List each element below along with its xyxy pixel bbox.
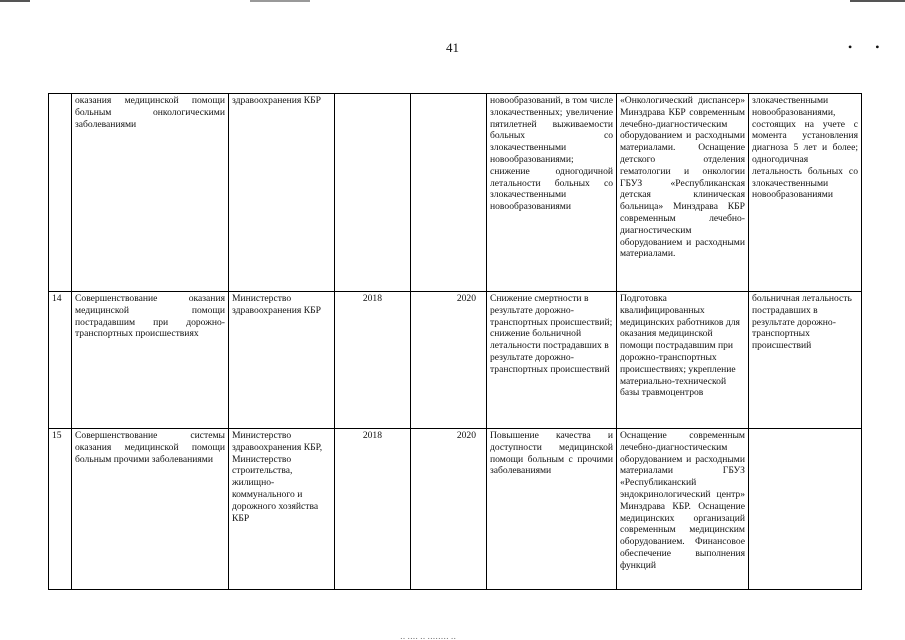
top-edge-line <box>0 0 905 2</box>
activities: Подготовка квалифицированных медицинских работников для оказания медицинской помощи пострадавшим при дорожно-транспортных происшествиях; укрепление материально-технической базы травмоцентров <box>617 292 749 429</box>
measure-name: Совершенствование системы оказания медицинской помощи больным прочими заболеваниями <box>72 429 229 590</box>
start-year: 2018 <box>335 429 411 590</box>
end-year: 2020 <box>411 292 487 429</box>
executor: Министерство здравоохранения КБР, Министерство строительства, жилищно-коммунального и дорожного хозяйства КБР <box>229 429 335 590</box>
executor: Министерство здравоохранения КБР <box>229 292 335 429</box>
row-number <box>49 94 72 292</box>
start-year: 2018 <box>335 292 411 429</box>
table-row <box>49 292 862 429</box>
row-number: 15 <box>49 429 72 590</box>
expected-results: Повышение качества и доступности медицинской помощи больным с прочими заболеваниями <box>487 429 617 590</box>
executor: здравоохранения КБР <box>229 94 335 292</box>
row-number: 14 <box>49 292 72 429</box>
table-row <box>49 429 862 590</box>
expected-results: Снижение смертности в результате дорожно-транспортных происшествий; снижение больничной летальности пострадавших в результате дорожно-транспортных происшествий <box>487 292 617 429</box>
measure-name: оказания медицинской помощи больным онкологическими заболеваниями <box>72 94 229 292</box>
end-year: 2020 <box>411 429 487 590</box>
measure-name: Совершенствование оказания медицинской помощи пострадавшим при дорожно-транспортных происшествиях <box>72 292 229 429</box>
corner-marks: • • <box>848 40 890 54</box>
indicators: злокачественными новообразованиями, состоящих на учете с момента установления диагноза 5 лет и более; одногодичная летальность больных со злокачественными новообразованиями <box>749 94 862 292</box>
program-table <box>48 93 862 590</box>
expected-results: новообразований, в том числе злокачественных; увеличение пятилетней выживаемости больных со злокачественными новообразованиями; снижение одногодичной летальности больных со злокачественными новообразованиями <box>487 94 617 292</box>
end-year <box>411 94 487 292</box>
indicators: больничная летальность пострадавших в результате дорожно-транспортных происшествий <box>749 292 862 429</box>
indicators <box>749 429 862 590</box>
bottom-edge-artifact: ‥ ‥‥ ‥ ‥‥‥‥ ‥ <box>400 632 457 640</box>
table-row <box>49 94 862 292</box>
page-number: 41 <box>446 40 459 55</box>
start-year <box>335 94 411 292</box>
activities: Оснащение современным лечебно-диагностическим оборудованием и расходными материалами ГБУЗ «Республиканский эндокринологический центр» Минздрава КБР. Оснащение медицинских организаций современным медицинским оборудованием. Финансовое обеспечение выполнения функций <box>617 429 749 590</box>
activities: «Онкологический диспансер» Минздрава КБР современным лечебно-диагностическим оборудованием и расходными материалами. Оснащение детского отделения гематологии и онкологии ГБУЗ «Республиканская детская клиническая больница» Минздрава КБР современным лечебно-диагностическим оборудованием и расходными материалами. <box>617 94 749 292</box>
